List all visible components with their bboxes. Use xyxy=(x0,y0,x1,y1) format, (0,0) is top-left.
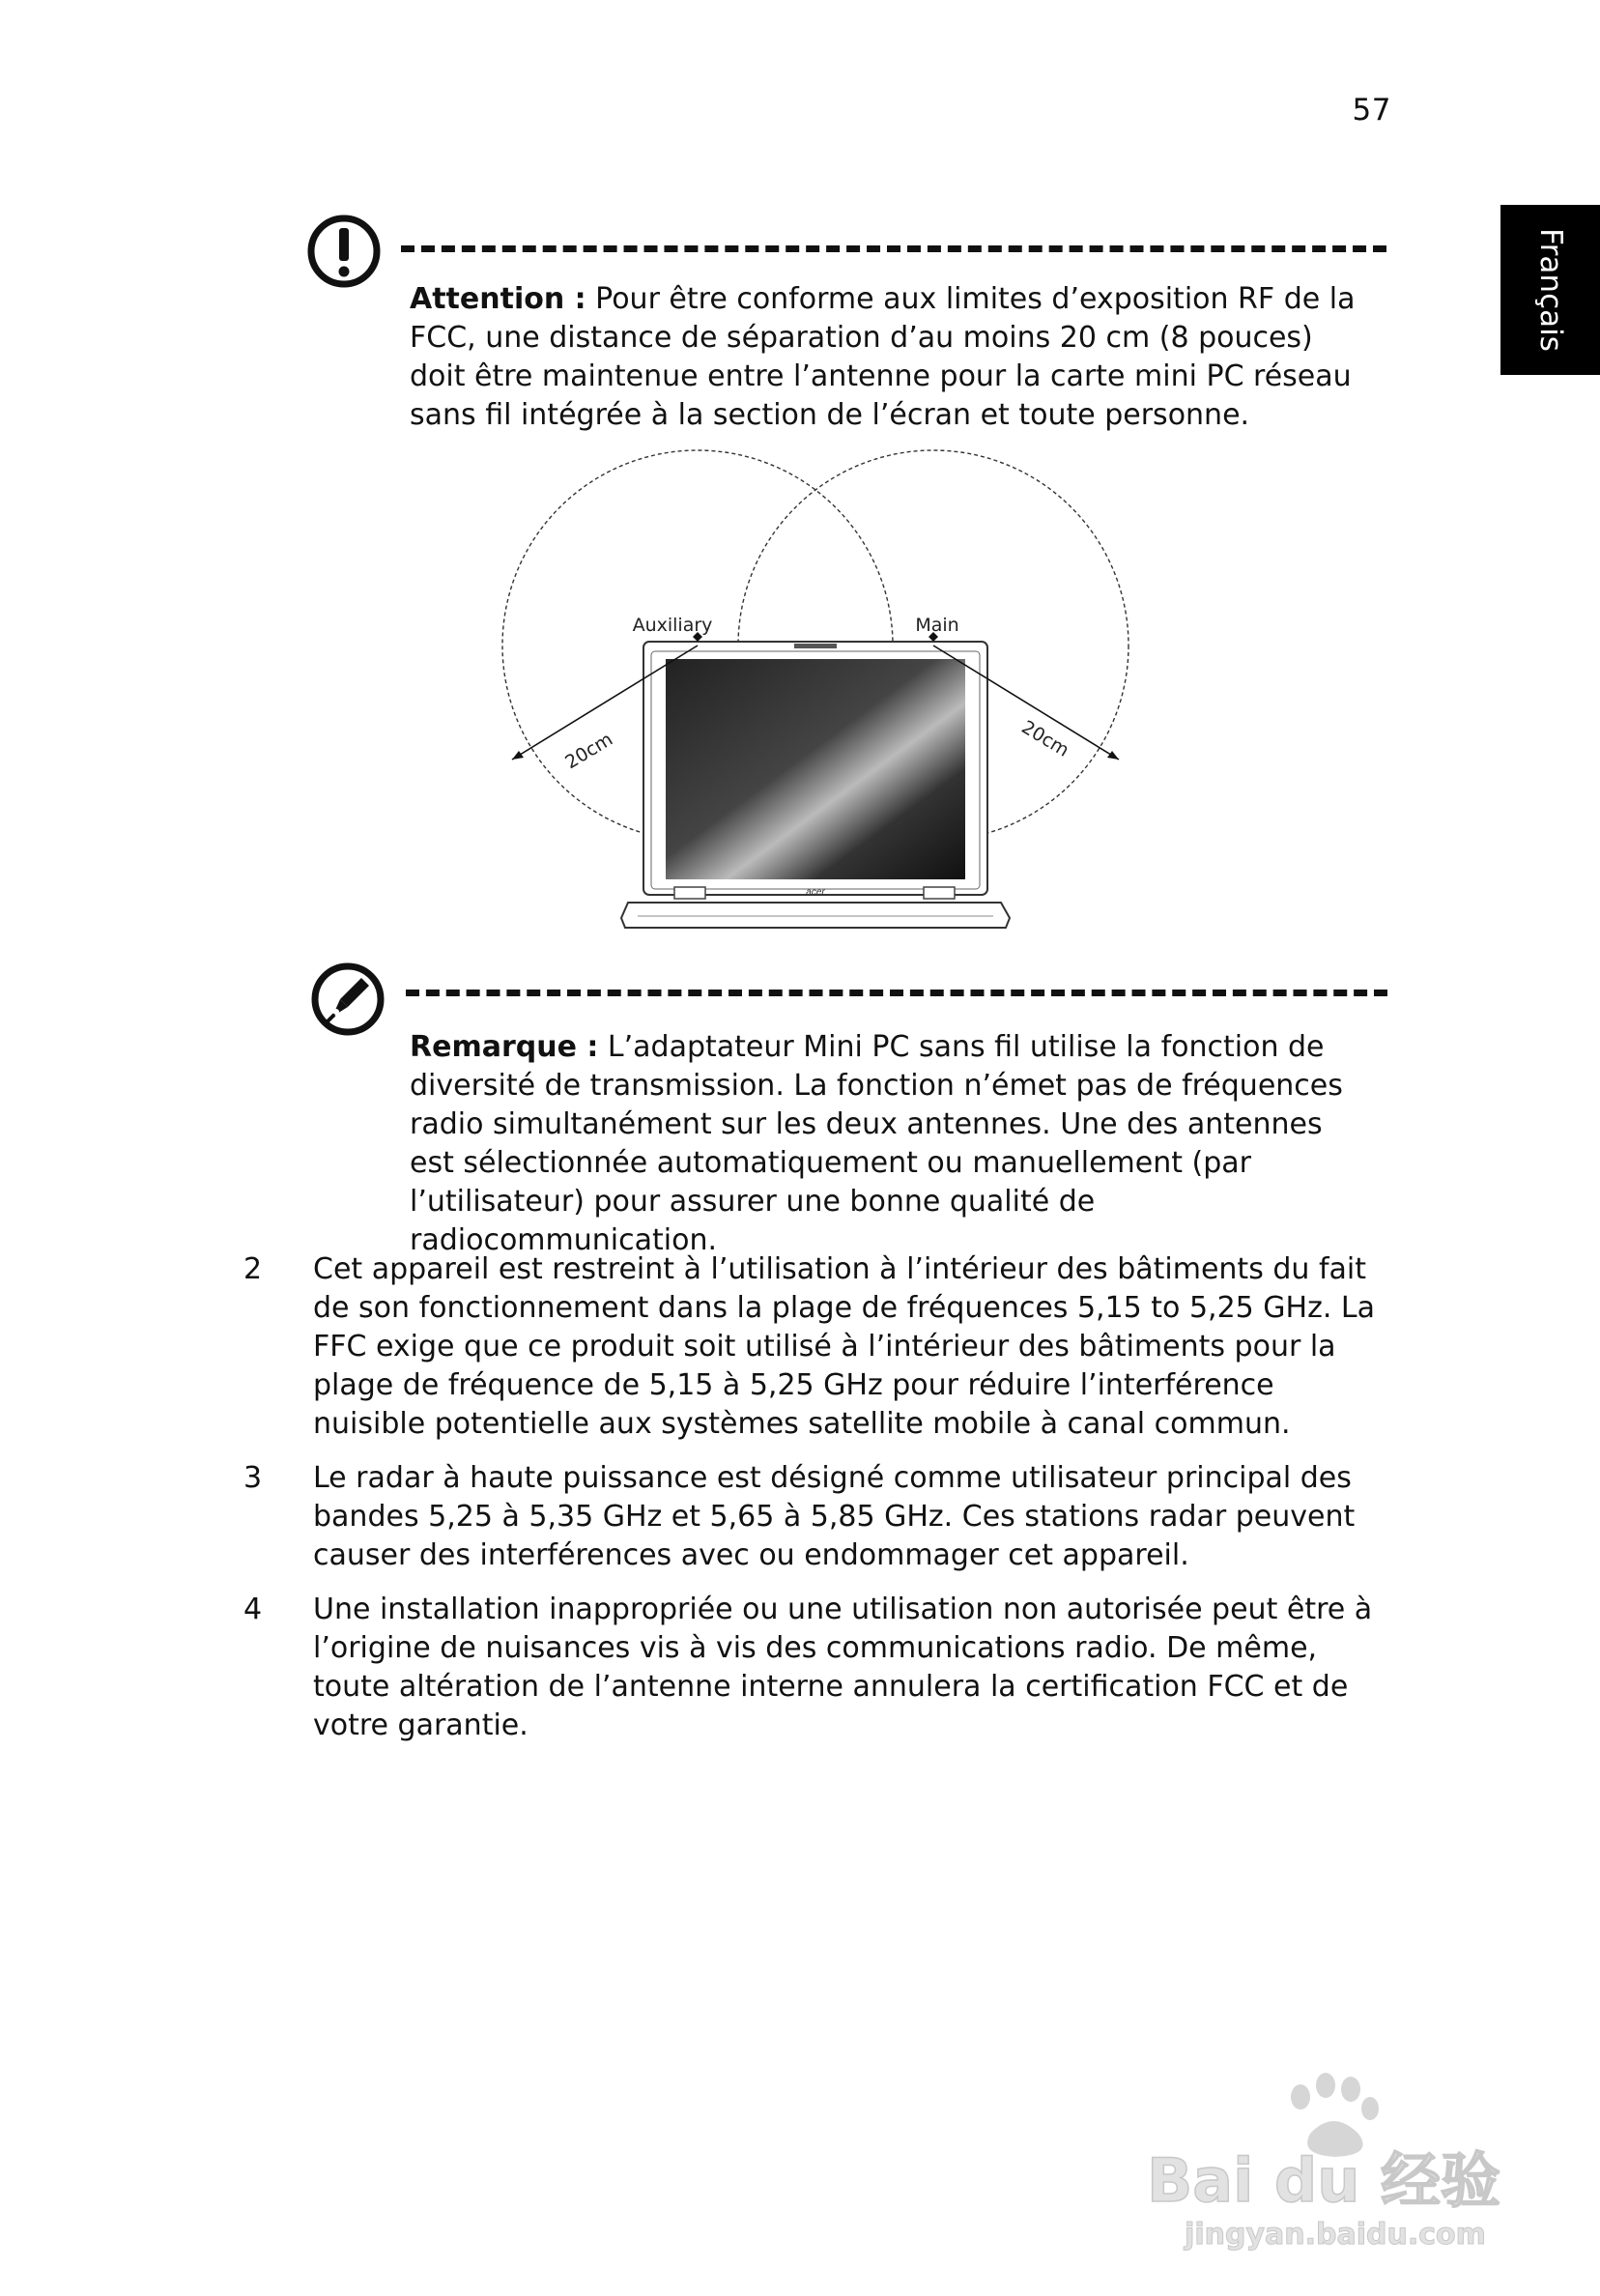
main-distance-label: 20cm xyxy=(1017,716,1073,761)
remarque-note xyxy=(410,1028,1366,1260)
attention-text: Pour être conforme aux limites d’exposition RF de la FCC, une distance de séparation d’au moins 20 cm (8 pouces) doit être maintenue entre l’antenne pour la carte mini PC réseau sans fil intégrée à la section de l’écran et toute personne. xyxy=(410,282,1356,432)
remarque-label: Remarque : xyxy=(410,1030,599,1064)
attention-label: Attention : xyxy=(410,282,586,316)
main-label: Main xyxy=(915,615,959,636)
attention-note xyxy=(410,280,1366,435)
remarque-text: L’adaptateur Mini PC sans fil utilise la fonction de diversité de transmission. La fonction n’émet pas de fréquences radio simultanément sur les deux antennes. Une des antennes est sélectionnée automatiquement ou manuellement (par l’utilisateur) pour assurer une bonne qualité de radiocommunication. xyxy=(410,1030,1343,1257)
language-tab xyxy=(1500,205,1600,375)
language-tab-label: Français xyxy=(1533,228,1568,352)
list-item-text: Une installation inappropriée ou une utilisation non autorisée peut être à l’origine de nuisances vis à vis des communications radio. De même, toute altération de l’antenne interne annulera la certification FCC et de votre garantie. xyxy=(313,1593,1373,1742)
list-item-number: 2 xyxy=(243,1252,263,1286)
laptop-screen xyxy=(666,659,965,879)
numbered-list xyxy=(232,1250,1391,1761)
list-item-number: 4 xyxy=(243,1593,263,1626)
laptop-illustration xyxy=(621,642,1010,928)
note-pen-icon xyxy=(309,961,386,1038)
list-item-number: 3 xyxy=(243,1461,263,1495)
remarque-divider xyxy=(406,990,1387,996)
auxiliary-label: Auxiliary xyxy=(632,615,713,636)
list-item xyxy=(232,1250,1391,1444)
list-item-text: Cet appareil est restreint à l’utilisation à l’intérieur des bâtiments du fait de son fonctionnement dans la plage de fréquences 5,15 to 5,25 GHz. La FFC exige que ce produit soit utilisé à l’intérieur des bâtiments pour la plage de fréquence de 5,15 à 5,25 GHz pour réduire l’interférence nuisible potentielle aux systèmes satellite mobile à canal commun. xyxy=(313,1252,1375,1441)
paw-icon xyxy=(1291,2073,1379,2157)
auxiliary-distance-label: 20cm xyxy=(561,729,617,774)
list-item xyxy=(232,1591,1391,1745)
list-item xyxy=(232,1459,1391,1575)
baidu-logo-text: Bai du 经验 xyxy=(1146,2145,1501,2216)
list-item-text: Le radar à haute puissance est désigné comme utilisateur principal des bandes 5,25 à 5,35 GHz et 5,65 à 5,85 GHz. Ces stations radar peuvent causer des interférences avec ou endommager cet appareil. xyxy=(313,1461,1356,1572)
baidu-watermark xyxy=(1121,2058,1527,2252)
page-number: 57 xyxy=(1352,93,1391,128)
attention-divider xyxy=(401,245,1386,252)
exclamation-icon xyxy=(305,213,383,290)
baidu-url: jingyan.baidu.com xyxy=(1185,2218,1486,2252)
antenna-diagram xyxy=(483,445,1159,947)
laptop-brand-logo: acer xyxy=(806,887,825,898)
